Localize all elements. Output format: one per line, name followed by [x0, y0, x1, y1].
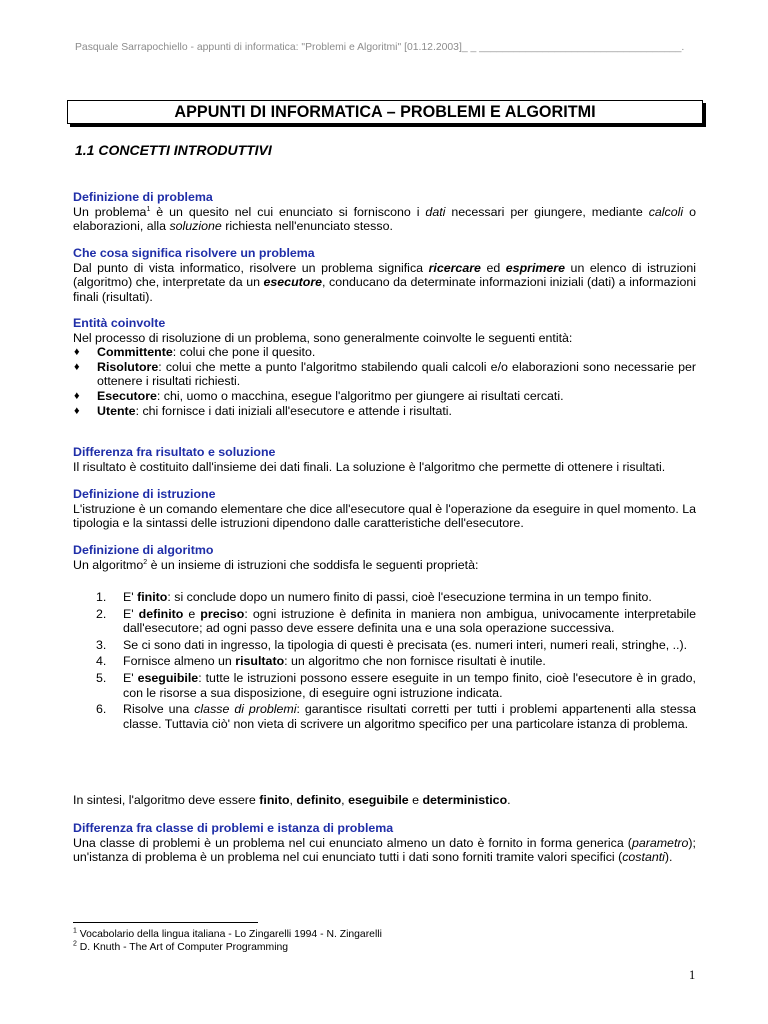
algorithm-properties — [73, 590, 696, 733]
list-item: 4. Fornisce almeno un risultato: un algoritmo che non fornisce risultati è inutile. — [96, 654, 546, 669]
footnote-1: $^1$ Vocabolario della lingua italiana - Lo Zingarelli 1994 - N. Zingarelli — [73, 927, 382, 940]
footnote-divider — [73, 922, 258, 923]
algorithm-summary-text: In sintesi, l'algoritmo deve essere finito, definito, eseguibile e deterministico. — [73, 793, 511, 807]
properties-list — [73, 590, 696, 731]
diamond-bullet-icon: ♦ — [74, 404, 80, 417]
algorithm-summary — [73, 793, 696, 808]
list-item: 1. E' finito: si conclude dopo un numero finito di passi, cioè l'esecuzione termina in un tempo finito. — [96, 590, 652, 604]
result-vs-solution-text: Il risultato è costituito dall'insieme dei dati finali. La soluzione è l'algoritmo che permette di ottenere i risultati. — [73, 459, 666, 474]
diamond-bullet-icon: ♦ — [74, 360, 80, 373]
definition-problem-heading: Definizione di problema — [73, 190, 213, 204]
list-item: ♦ Utente: chi fornisce i dati iniziali all'esecutore e attende i risultati. — [74, 403, 452, 418]
list-item: 6. Risolve una classe di problemi: garantisce risultati corretti per tutti i problemi appartenenti alla stessa classe. Tuttavia ciò' non vieta di scrivere un algoritmo specifico per una particolare istanza di problema. — [96, 702, 696, 731]
algorithm-block — [73, 543, 696, 572]
entities-intro: Nel processo di risoluzione di un problema, sono generalmente coinvolte le seguenti entità: — [73, 330, 573, 345]
result-vs-solution-heading: Differenza fra risultato e soluzione — [73, 445, 276, 459]
entities-block — [73, 316, 696, 418]
section-heading: 1.1 CONCETTI INTRODUTTIVI — [75, 142, 272, 158]
definition-problem-text: Un problema$^1$ è un quesito nel cui enunciato si forniscono i dati necessari per giungere, mediante calcoli o elaborazioni, alla soluzione richiesta nell'enunciato stesso. — [73, 204, 696, 234]
list-item: ♦ Esecutore: chi, uomo o macchina, esegue l'algoritmo per giungere ai risultati cercati. — [74, 388, 564, 403]
solve-problem-block — [73, 246, 696, 304]
entities-heading: Entità coinvolte — [73, 316, 166, 330]
footnote-2: $^2$ D. Knuth - The Art of Computer Programming — [73, 940, 289, 953]
class-vs-instance-block — [73, 821, 696, 865]
class-vs-instance-heading: Differenza fra classe di problemi e istanza di problema — [73, 821, 394, 835]
solve-problem-text: Dal punto di vista informatico, risolvere un problema significa ricercare ed esprimere un elenco di istruzioni (algoritmo) che, interpretate da un esecutore, conducano da determinate informazioni iniziali (dati) a informazioni finali (risultati). — [73, 260, 696, 304]
page-number: 1 — [689, 968, 696, 982]
list-item: ♦ Risolutore: colui che mette a punto l'algoritmo stabilendo quali calcoli e/o elaborazioni sono necessarie per ottenere i risultati richiesti. — [74, 359, 696, 389]
document-title-text: APPUNTI DI INFORMATICA – PROBLEMI E ALGORITMI — [174, 102, 596, 121]
list-item: ♦ Committente: colui che pone il quesito. — [74, 345, 316, 360]
algorithm-intro: Un algoritmo$^2$ è un insieme di istruzioni che soddisfa le seguenti proprietà: — [73, 557, 479, 572]
instruction-heading: Definizione di istruzione — [73, 487, 216, 501]
result-vs-solution-block — [73, 445, 696, 474]
definition-problem-block — [73, 190, 696, 234]
instruction-block — [73, 487, 696, 531]
solve-problem-heading: Che cosa significa risolvere un problema — [73, 246, 315, 260]
diamond-bullet-icon: ♦ — [74, 346, 80, 359]
list-item: 5. E' eseguibile: tutte le istruzioni possono essere eseguite in un tempo finito, cioè l'esecutore è in grado, con le risorse a sua disposizione, di eseguire ogni istruzione indicata. — [96, 670, 696, 700]
footnote-ref-2: 2 — [143, 558, 148, 566]
list-item: 3. Se ci sono dati in ingresso, la tipologia di questi è precisata (es. numeri interi, numeri reali, stringhe, ..). — [96, 637, 688, 652]
footnote-ref-1: 1 — [146, 205, 151, 213]
algorithm-heading: Definizione di algoritmo — [73, 543, 214, 557]
diamond-bullet-icon: ♦ — [74, 389, 80, 402]
entities-list — [73, 345, 696, 418]
class-vs-instance-text: Una classe di problemi è un problema nel cui enunciato almeno un dato è fornito in forma generica (parametro); un'istanza di problema è un problema nel cui enunciato tutti i dati sono forniti tramite valori specifici (costanti). — [73, 835, 696, 865]
document-title — [67, 100, 703, 124]
footnotes — [73, 928, 382, 954]
instruction-text: L'istruzione è un comando elementare che dice all'esecutore qual è l'operazione da eseguire in quel momento. La tipologia e la sintassi delle istruzioni dipendono dalle caratteristiche dell'esecutore. — [73, 501, 696, 531]
list-item: 2. E' definito e preciso: ogni istruzione è definita in maniera non ambigua, univocamente interpretabile dall'esecutore; ad ogni passo deve essere definita una e una sola operazione successiva. — [96, 606, 696, 636]
running-header: Pasquale Sarrapochiello - appunti di informatica: "Problemi e Algoritmi" [01.12.2003]_ _ ___________________________________. — [75, 42, 685, 53]
